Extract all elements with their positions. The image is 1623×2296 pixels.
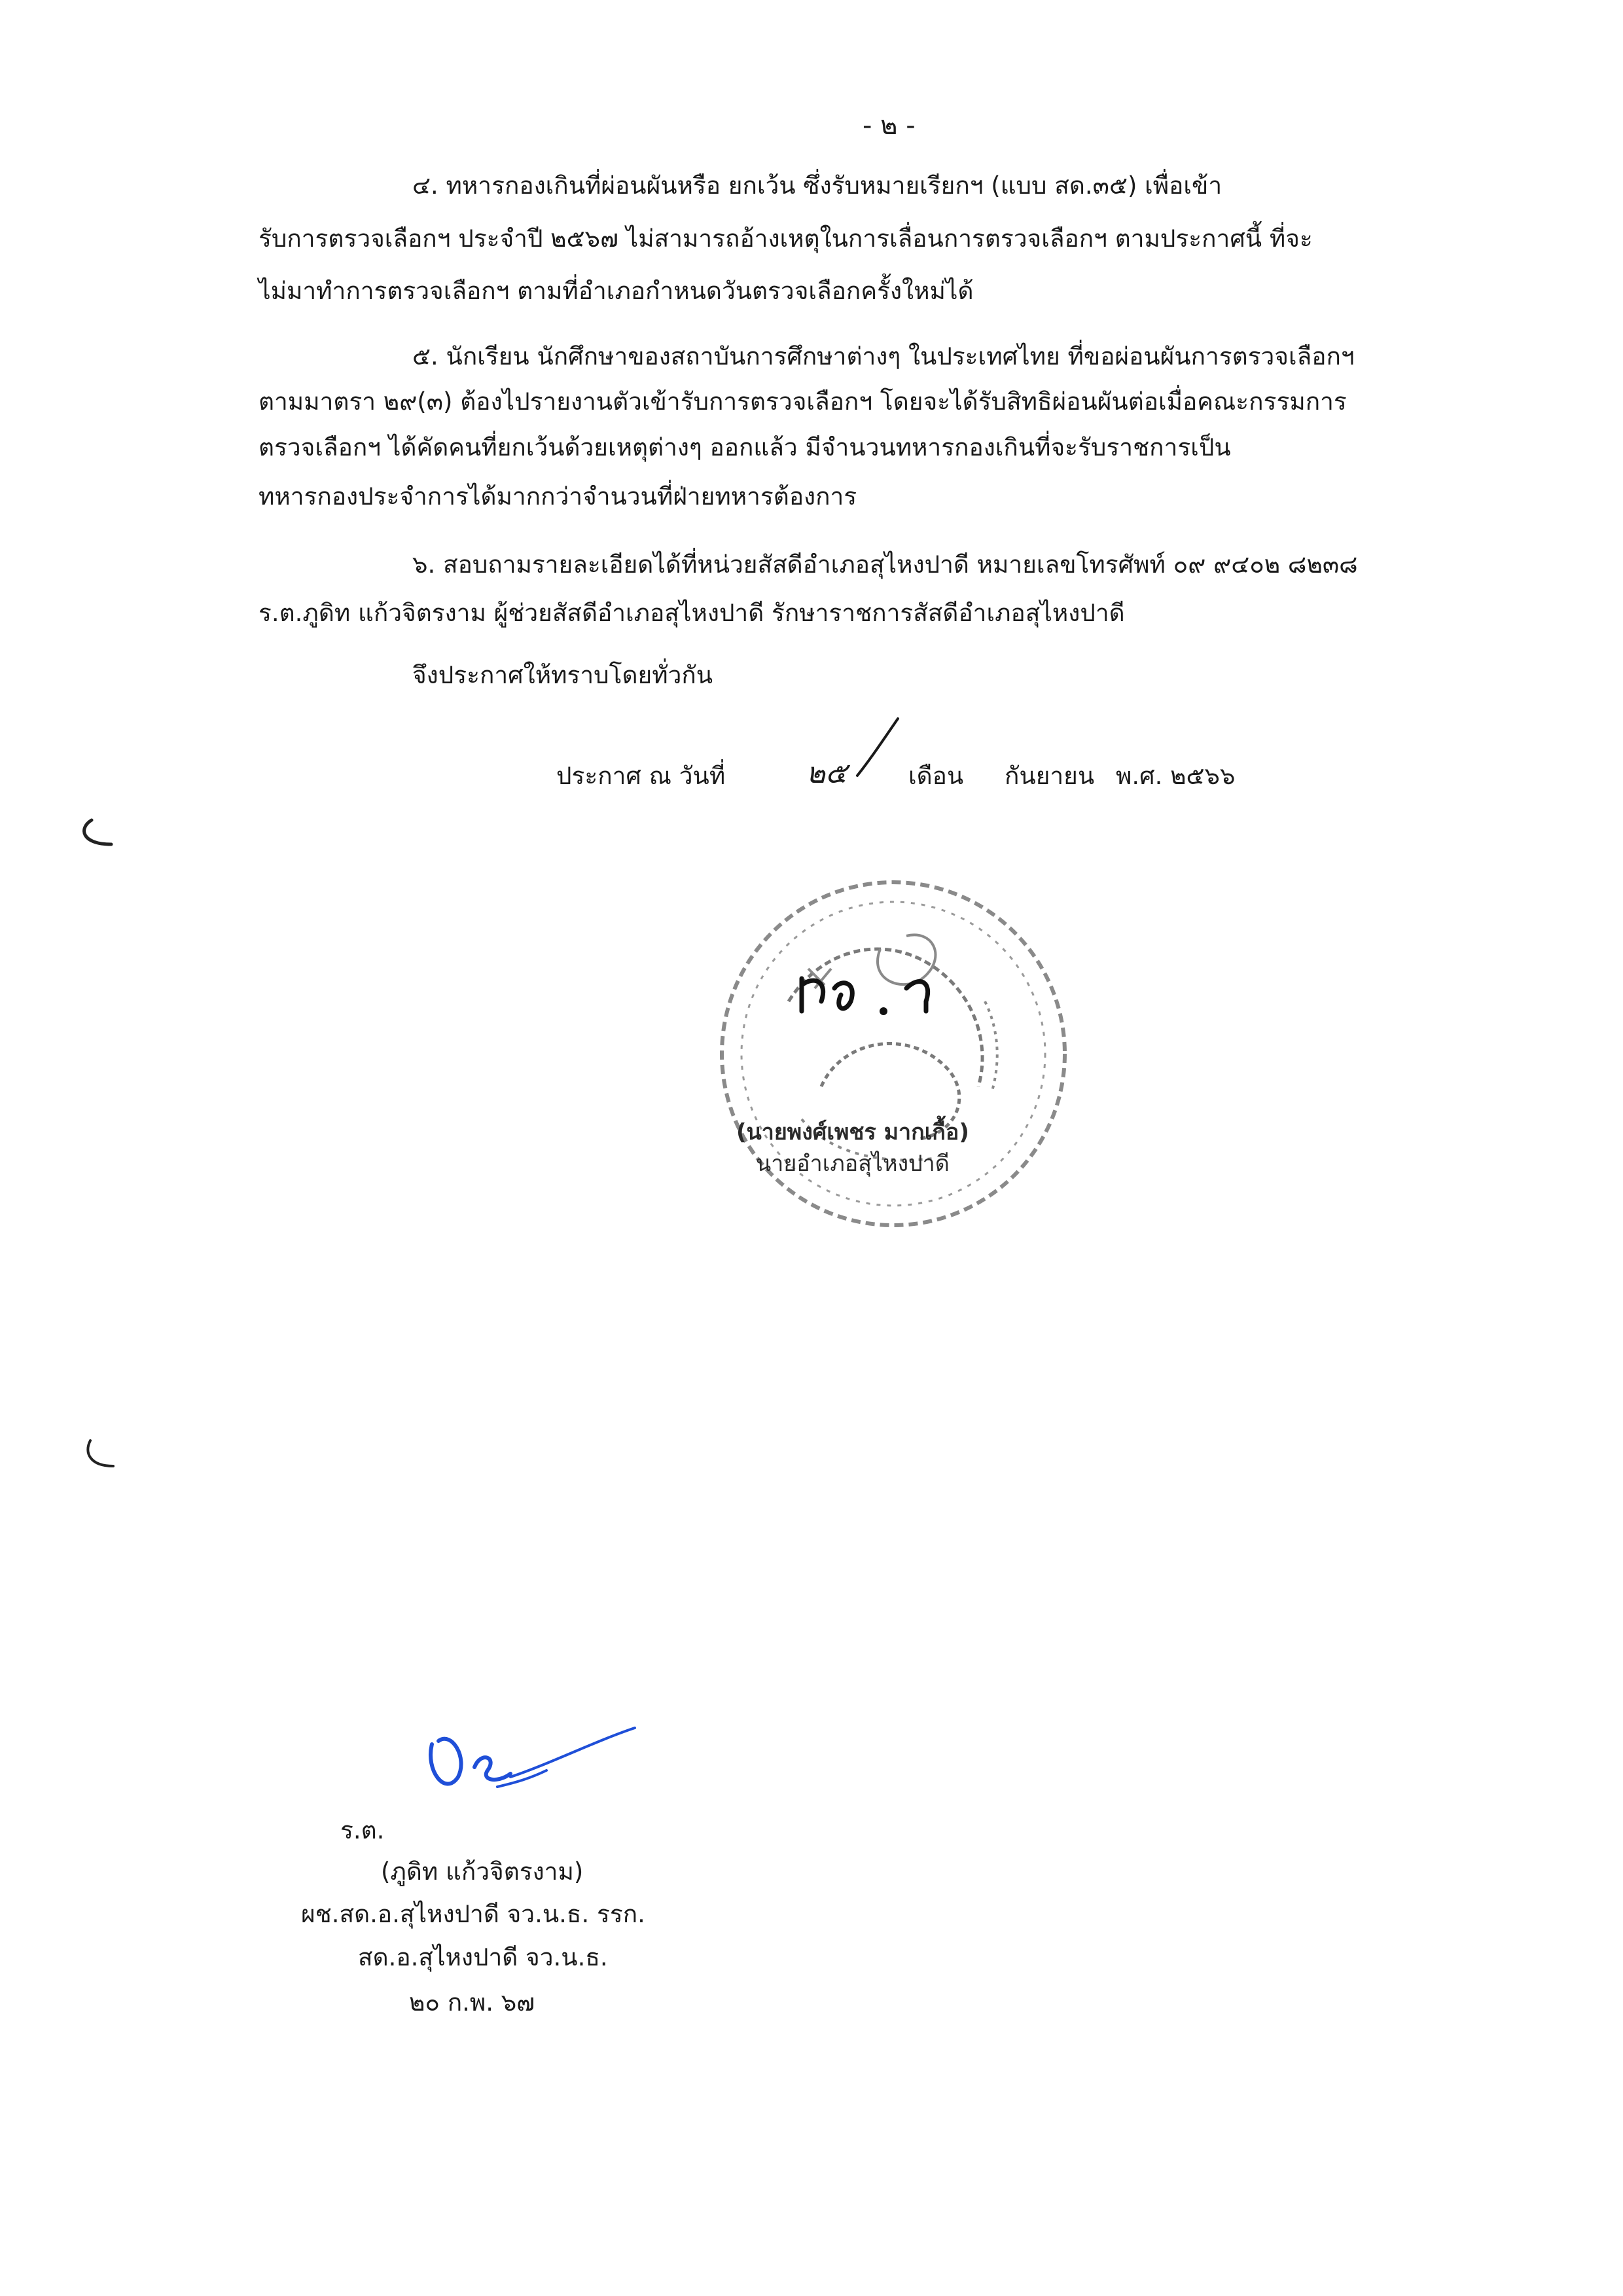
- official-seal: [710, 870, 1077, 1237]
- scan-mark-1: [72, 815, 124, 854]
- footer-signature: [419, 1705, 648, 1816]
- date-prefix: ประกาศ ณ วันที่: [556, 762, 726, 790]
- paragraph-6-line-1: ๖. สอบถามรายละเอียดได้ที่หน่วยสัสดีอำเภอสุไหงปาดี หมายเลขโทรศัพท์ ๐๙ ๙๔๐๒ ๘๒๓๘: [412, 550, 1358, 579]
- date-check-mark: [851, 713, 903, 785]
- paragraph-5-line-3: ตรวจเลือกฯ ได้คัดคนที่ยกเว้นด้วยเหตุต่างๆ ออกแล้ว มีจำนวนทหารกองเกินที่จะรับราชการเป็น: [259, 433, 1231, 461]
- paragraph-4-line-3: ไม่มาทำการตรวจเลือกฯ ตามที่อำเภอกำหนดวันตรวจเลือกครั้งใหม่ได้: [259, 277, 974, 305]
- scan-mark-2: [77, 1437, 130, 1476]
- date-year: พ.ศ. ๒๕๖๖: [1116, 762, 1236, 790]
- footer-position-1: ผช.สด.อ.สุไหงปาดี จว.น.ธ. รรก.: [301, 1900, 645, 1928]
- seal-emblem: [710, 870, 1077, 1237]
- closing-line: จึงประกาศให้ทราบโดยทั่วกัน: [412, 661, 713, 689]
- page-number: - ๒ -: [863, 111, 916, 141]
- date-day: ๒๕: [806, 757, 847, 790]
- paragraph-4-line-1: ๔. ทหารกองเกินที่ผ่อนผันหรือ ยกเว้น ซึ่งรับหมายเรียกฯ (แบบ สด.๓๕) เพื่อเข้า: [412, 171, 1222, 200]
- date-month: กันยายน: [1005, 762, 1095, 790]
- seal-signatory-title: นายอำเภอสุไหงปาดี: [756, 1151, 950, 1177]
- date-month-label: เดือน: [908, 762, 964, 790]
- paragraph-4-line-2: รับการตรวจเลือกฯ ประจำปี ๒๕๖๗ ไม่สามารถอ้างเหตุในการเลื่อนการตรวจเลือกฯ ตามประกาศนี้ ที่จะ: [259, 224, 1313, 253]
- footer-position-2: สด.อ.สุไหงปาดี จว.น.ธ.: [358, 1943, 608, 1971]
- paragraph-6-line-2: ร.ต.ภูดิท แก้วจิตรงาม ผู้ช่วยสัสดีอำเภอสุไหงปาดี รักษาราชการสัสดีอำเภอสุไหงปาดี: [259, 599, 1125, 627]
- footer-date: ๒๐ ก.พ. ๖๗: [409, 1988, 535, 2017]
- paragraph-5-line-2: ตามมาตรา ๒๙(๓) ต้องไปรายงานตัวเข้ารับการตรวจเลือกฯ โดยจะได้รับสิทธิผ่อนผันต่อเมื่อคณะกรรมการ: [259, 387, 1347, 416]
- paragraph-5-line-1: ๕. นักเรียน นักศึกษาของสถาบันการศึกษาต่างๆ ในประเทศไทย ที่ขอผ่อนผันการตรวจเลือกฯ: [412, 342, 1355, 370]
- paragraph-5-line-4: ทหารกองประจำการได้มากกว่าจำนวนที่ฝ่ายทหารต้องการ: [259, 482, 857, 511]
- footer-rank: ร.ต.: [340, 1816, 385, 1844]
- footer-name: (ภูดิท แก้วจิตรงาม): [381, 1857, 584, 1886]
- seal-signatory-name: (นายพงศ์เพชร มากเกื้อ): [736, 1119, 969, 1145]
